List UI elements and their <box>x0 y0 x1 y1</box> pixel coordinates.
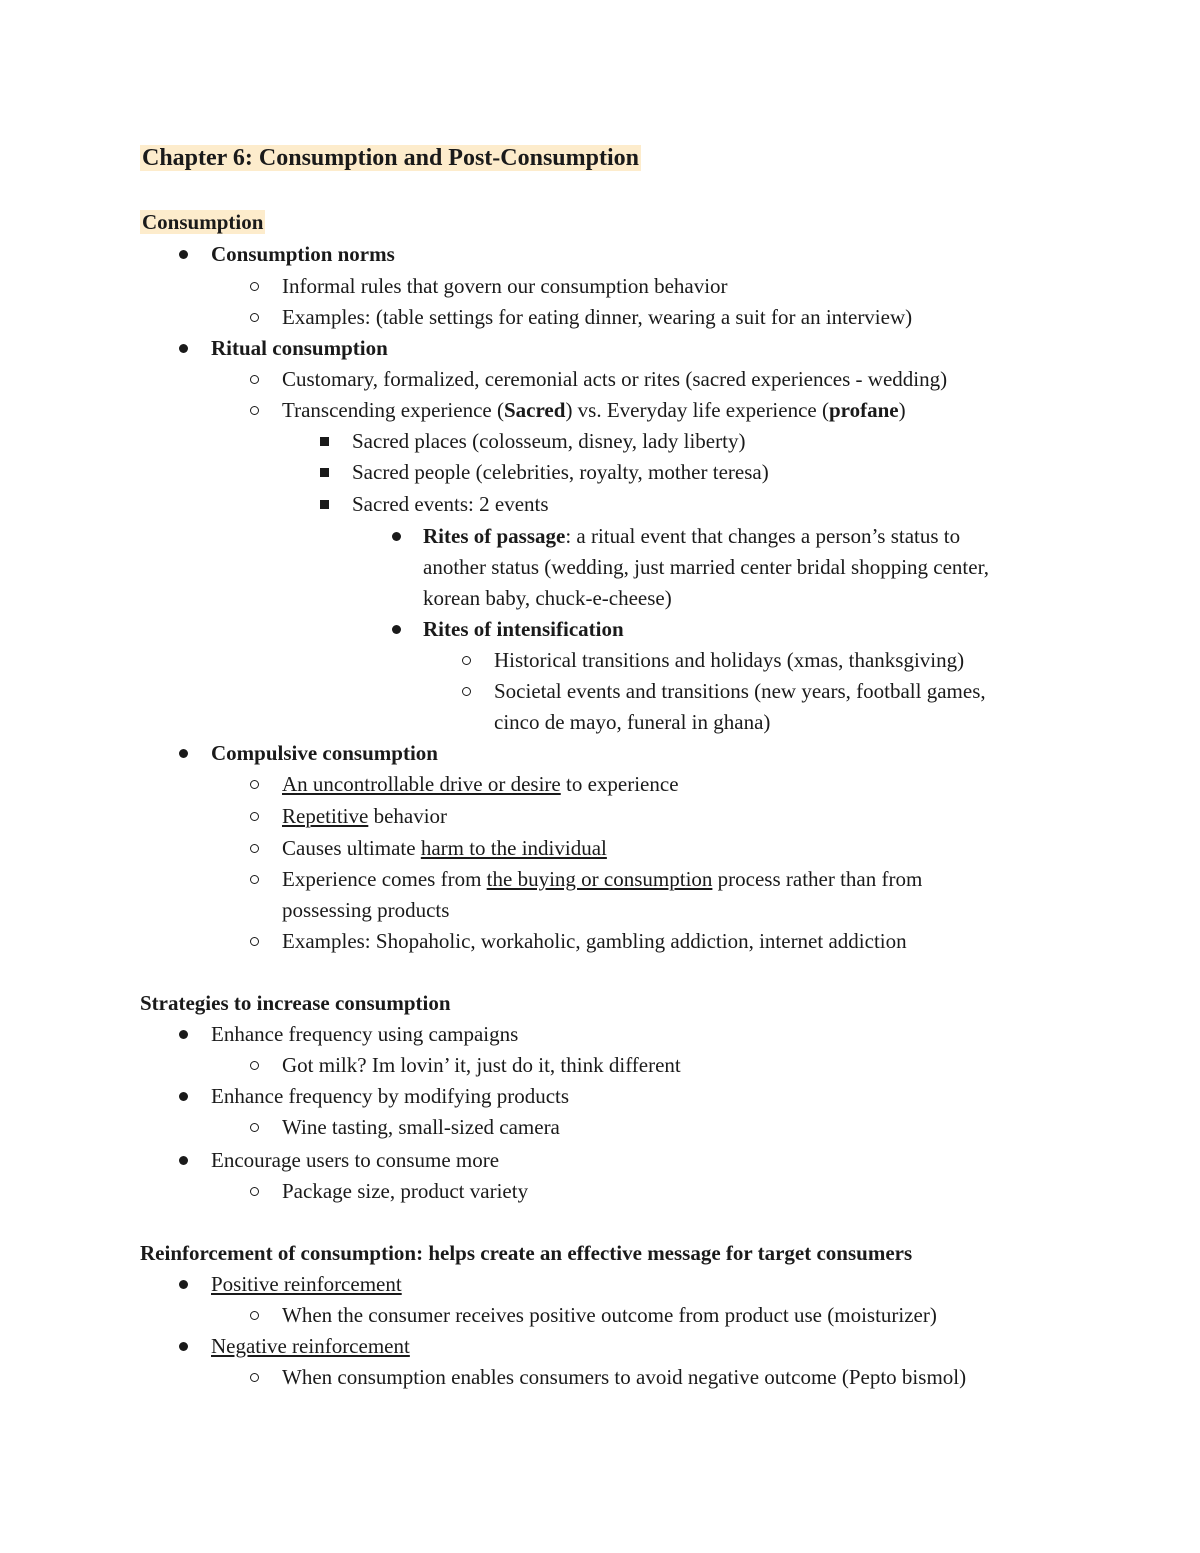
circle-bullet-icon <box>250 1311 259 1320</box>
circle-bullet-icon <box>250 313 259 322</box>
bullet-icon <box>179 250 188 259</box>
section-heading-reinforcement: Reinforcement of consumption: helps create an effective message for target consumers <box>140 1241 913 1265</box>
bullet-icon <box>392 532 401 541</box>
circle-bullet-icon <box>250 812 259 821</box>
bullet-icon <box>179 344 188 353</box>
circle-bullet-icon <box>250 1061 259 1070</box>
circle-bullet-icon <box>250 937 259 946</box>
section-heading-strategies: Strategies to increase consumption <box>140 991 451 1015</box>
circle-bullet-icon <box>462 687 471 696</box>
bullet-icon <box>179 1092 188 1101</box>
square-bullet-icon <box>320 500 329 509</box>
circle-bullet-icon <box>250 375 259 384</box>
bullet-icon <box>179 1280 188 1289</box>
page-title: Chapter 6: Consumption and Post-Consumption <box>142 145 639 171</box>
circle-bullet-icon <box>250 844 259 853</box>
circle-bullet-icon <box>250 1123 259 1132</box>
bullet-icon <box>179 749 188 758</box>
circle-bullet-icon <box>250 406 259 415</box>
bullet-icon <box>179 1342 188 1351</box>
circle-bullet-icon <box>250 1373 259 1382</box>
circle-bullet-icon <box>250 282 259 291</box>
document-page: Chapter 6: Consumption and Post-Consumption Consumption Consumption norms Informal rules that govern our consumption behavior Examples: (table settings for eating dinner, wearing a suit for an interview) Ritual consumption Customary, formalized, ceremonial acts or rites (sacred experiences - wedding) Transcending experience (Sacred) vs. Everyday life experience (profane) Sacred places (colosseum, disney, lady liberty) Sacred people (celebrities, royalty, mother teresa) Sacred events: 2 events Rites of passage: a ritual event that changes a person’s status to another status (wedding, just married center bridal shopping center, korean baby, chuck-e-cheese) Rites of intensification Historical transitions and holidays (xmas, thanksgiving) Societal events and transitions (new years, football games, cinco de mayo, funeral in ghana) Compulsive consumption An uncontrollable drive or desire to experience Repetitive behavior Causes ultimate harm to the individual Experience comes from the buying or consumption process rather than from possessing products Examples: Shopaholic, workaholic, gambling addiction, internet addiction Strategies to increase consumption Enhance frequency using campaigns Got milk? Im lovin’ it, just do it, think different Enhance frequency by modifying products Wine tasting, small-sized camera Encourage users to consume more Package size, product variety Reinforcement of consumption: helps create an effective message for target consumers Positive reinforcement When the consumer receives positive outcome from product use (moisturizer) Negative reinforcement When consumption enables consumers to avoid negative outcome (Pepto bismol) <box>0 0 1200 1553</box>
circle-bullet-icon <box>462 656 471 665</box>
bullet-icon <box>392 625 401 634</box>
square-bullet-icon <box>320 468 329 477</box>
circle-bullet-icon <box>250 875 259 884</box>
circle-bullet-icon <box>250 1187 259 1196</box>
square-bullet-icon <box>320 437 329 446</box>
circle-bullet-icon <box>250 780 259 789</box>
bullet-icon <box>179 1156 188 1165</box>
section-heading-consumption: Consumption <box>142 210 264 234</box>
bullet-icon <box>179 1030 188 1039</box>
